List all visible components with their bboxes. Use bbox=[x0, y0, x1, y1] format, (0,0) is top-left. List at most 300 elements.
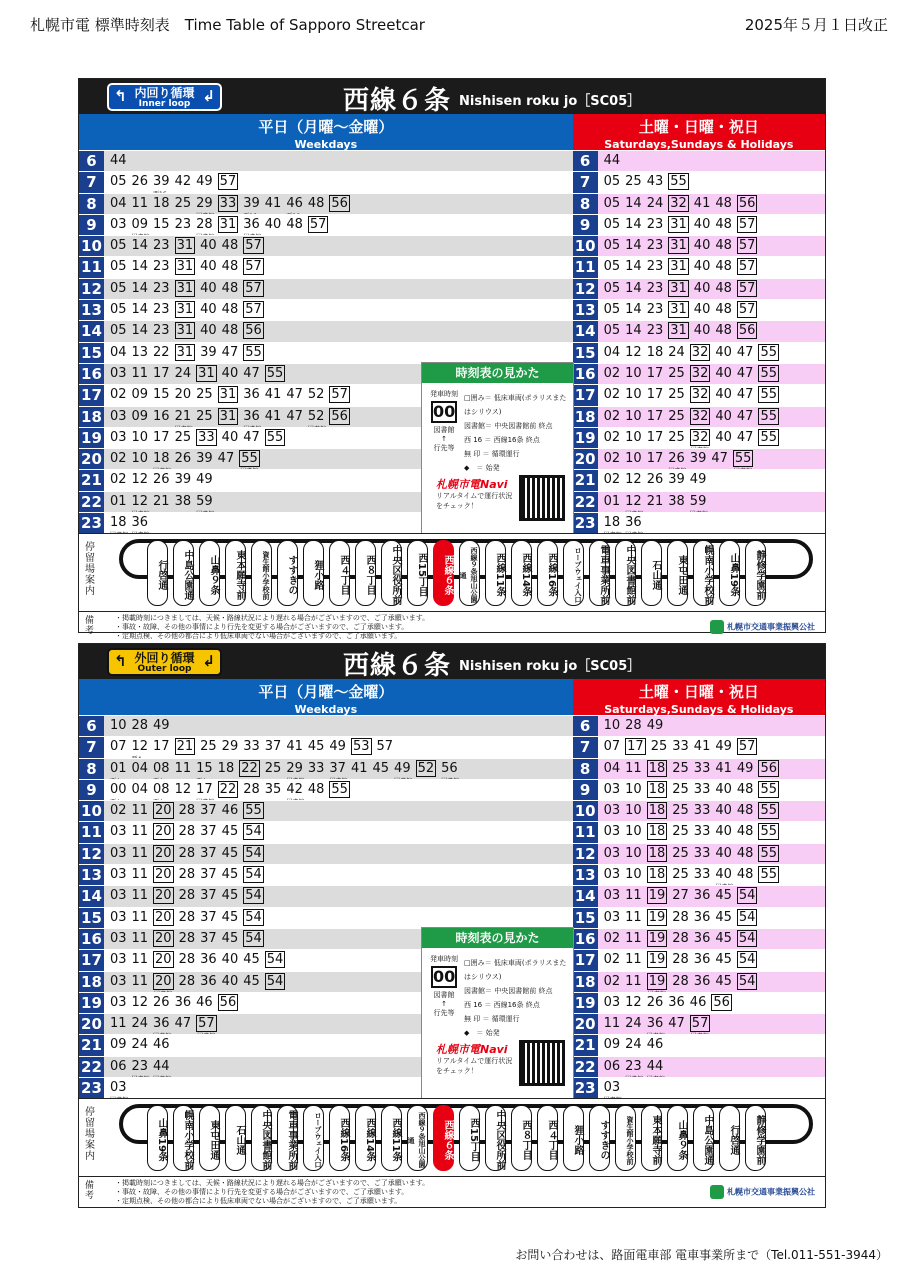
departure-minute bbox=[647, 215, 664, 234]
departure-minute bbox=[175, 780, 192, 799]
weekday-header bbox=[79, 114, 573, 150]
minute-value: 05 bbox=[109, 280, 127, 296]
departure-minute bbox=[153, 300, 170, 319]
minute-value: 31 bbox=[670, 323, 687, 339]
legend-key: □囲み＝ 低床車両(ポラリスまたはシリウス) bbox=[464, 394, 567, 416]
qr-code-icon[interactable] bbox=[519, 475, 565, 521]
departure-minute bbox=[243, 364, 260, 383]
departure-minute bbox=[625, 1014, 642, 1033]
departure-minute bbox=[175, 364, 192, 383]
departure-minute bbox=[625, 257, 642, 276]
holiday-times bbox=[598, 364, 825, 384]
hour-row bbox=[79, 715, 825, 736]
minute-value: 09 bbox=[603, 1037, 621, 1053]
hour-row bbox=[79, 885, 825, 906]
minute-value: 25 bbox=[625, 174, 642, 190]
departure-minute bbox=[668, 301, 689, 318]
departure-minute bbox=[175, 237, 196, 254]
holiday-label: 土曜・日曜・祝日 bbox=[638, 118, 759, 136]
departure-minute bbox=[672, 886, 689, 905]
weekday-header bbox=[79, 679, 573, 715]
departure-minute bbox=[737, 973, 758, 990]
departure-minute bbox=[625, 279, 642, 298]
minute-value: 37 bbox=[329, 760, 346, 776]
stop: 西線16条 bbox=[537, 540, 558, 606]
departure-minute bbox=[153, 172, 170, 191]
minute-value: 36 bbox=[153, 1016, 170, 1032]
minute-value: 21 bbox=[646, 493, 664, 509]
minute-value: 32 bbox=[691, 387, 709, 403]
minute-value: 38 bbox=[174, 493, 192, 509]
weekday-times bbox=[104, 172, 573, 192]
departure-minute bbox=[218, 449, 235, 468]
weekday-label-en: Weekdays bbox=[294, 703, 358, 716]
hour-label: 13 bbox=[573, 865, 598, 885]
departure-minute bbox=[179, 844, 196, 863]
minute-value: 53 bbox=[352, 739, 370, 755]
minute-value: 46 bbox=[221, 803, 239, 819]
minute-value: 02 bbox=[109, 472, 127, 488]
minute-value: 47 bbox=[286, 387, 303, 403]
minute-value: 24 bbox=[625, 1037, 642, 1053]
minute-value: 33 bbox=[693, 803, 711, 819]
minute-value: 57 bbox=[738, 259, 756, 275]
stop: 狸小路 bbox=[303, 540, 324, 606]
departure-minute bbox=[286, 780, 303, 799]
departure-minute bbox=[131, 737, 148, 756]
stop: 山鼻19条 bbox=[719, 540, 740, 606]
minute-value: 33 bbox=[693, 781, 711, 797]
holiday-times bbox=[598, 1014, 825, 1034]
minute-value: 23 bbox=[153, 280, 170, 296]
departure-minute bbox=[758, 866, 779, 883]
minute-value: 44 bbox=[109, 153, 127, 168]
minute-value: 57 bbox=[245, 238, 262, 254]
hour-label: 17 bbox=[573, 950, 598, 970]
holiday-times bbox=[598, 716, 825, 736]
hour-label: 11 bbox=[573, 257, 598, 277]
departure-minute bbox=[715, 385, 732, 404]
holiday-times bbox=[598, 908, 825, 928]
stop: 資生館小学校前 bbox=[615, 1105, 636, 1171]
timetable-rows bbox=[79, 715, 825, 1098]
minute-value: 14 bbox=[625, 302, 642, 318]
destination-note bbox=[647, 1070, 665, 1077]
org-name: 札幌市交通事業振興公社 bbox=[727, 622, 815, 632]
minute-value: 23 bbox=[646, 323, 664, 339]
departure-minute bbox=[690, 429, 711, 446]
departure-minute bbox=[175, 322, 196, 339]
minute-value: 47 bbox=[736, 344, 754, 360]
departure-minute bbox=[265, 385, 282, 404]
minute-value: 24 bbox=[174, 365, 192, 381]
hour-label: 14 bbox=[79, 321, 104, 341]
minute-value: 05 bbox=[603, 216, 621, 232]
minute-value: 14 bbox=[625, 323, 642, 339]
minute-value: 55 bbox=[331, 781, 348, 797]
minute-value: 54 bbox=[245, 888, 262, 904]
departure-minute bbox=[329, 195, 350, 212]
notes-text bbox=[115, 614, 429, 641]
departure-minute bbox=[131, 385, 148, 404]
minute-value: 25 bbox=[200, 739, 217, 755]
legend-key: 西 16 ＝ 西線16条 終点 bbox=[464, 436, 540, 444]
hour-label: 15 bbox=[79, 908, 104, 928]
minute-value: 40 bbox=[693, 238, 711, 254]
departure-minute bbox=[110, 470, 127, 489]
holiday-times bbox=[598, 194, 825, 214]
minute-value: 10 bbox=[625, 803, 642, 819]
minute-value: 48 bbox=[736, 803, 754, 819]
minute-value: 10 bbox=[625, 429, 642, 445]
weekday-times bbox=[104, 300, 573, 320]
minute-value: 59 bbox=[196, 493, 213, 509]
departure-minute bbox=[131, 908, 148, 927]
minute-value: 40 bbox=[715, 408, 732, 424]
minute-value: 40 bbox=[715, 365, 732, 381]
minute-value: 02 bbox=[109, 451, 127, 467]
departure-minute bbox=[737, 822, 754, 841]
departure-minute bbox=[110, 279, 127, 298]
departure-minute bbox=[200, 822, 217, 841]
departure-minute bbox=[175, 492, 192, 511]
departure-minute bbox=[329, 386, 350, 403]
hour-label: 15 bbox=[79, 343, 104, 363]
minute-value: 54 bbox=[738, 888, 756, 904]
departure-minute bbox=[604, 972, 621, 991]
minute-value: 20 bbox=[174, 387, 192, 403]
departure-minute bbox=[110, 908, 127, 927]
qr-code-icon[interactable] bbox=[519, 1040, 565, 1086]
departure-minute bbox=[239, 760, 260, 777]
minute-value: 03 bbox=[109, 930, 127, 946]
hour-label: 12 bbox=[79, 844, 104, 864]
departure-minute bbox=[200, 279, 217, 298]
minute-value: 33 bbox=[307, 760, 325, 776]
minute-value: 28 bbox=[178, 824, 196, 840]
hour-label: 9 bbox=[79, 780, 104, 800]
departure-minute bbox=[110, 194, 127, 213]
minute-value: 49 bbox=[196, 472, 213, 488]
minute-value: 19 bbox=[648, 888, 666, 904]
departure-minute bbox=[200, 950, 217, 969]
minute-value: 25 bbox=[672, 867, 689, 883]
minute-value: 40 bbox=[715, 803, 732, 819]
departure-minute bbox=[265, 407, 282, 426]
departure-minute bbox=[604, 407, 621, 426]
minute-value: 10 bbox=[625, 781, 642, 797]
minute-value: 46 bbox=[153, 1037, 170, 1053]
minute-value: 39 bbox=[243, 195, 260, 211]
departure-minute bbox=[222, 950, 239, 969]
departure-minute bbox=[131, 194, 148, 213]
departure-minute bbox=[286, 194, 303, 213]
minute-value: 48 bbox=[715, 323, 732, 339]
departure-minute bbox=[153, 236, 170, 255]
departure-minute bbox=[758, 845, 779, 862]
departure-minute bbox=[394, 759, 411, 778]
departure-minute bbox=[672, 801, 689, 820]
minute-value: 41 bbox=[693, 195, 711, 211]
minute-value: 11 bbox=[625, 888, 642, 904]
departure-minute bbox=[110, 993, 127, 1012]
departure-minute bbox=[131, 321, 148, 340]
departure-minute bbox=[737, 343, 754, 362]
departure-minute bbox=[647, 194, 664, 213]
minute-value: 10 bbox=[625, 365, 642, 381]
departure-minute bbox=[416, 760, 437, 777]
minute-value: 18 bbox=[646, 344, 664, 360]
minute-value: 36 bbox=[174, 994, 192, 1010]
departure-minute bbox=[153, 737, 170, 756]
minute-value: 02 bbox=[603, 408, 621, 424]
minute-value: 26 bbox=[131, 174, 149, 190]
stop: 静修学園前 bbox=[745, 540, 766, 606]
destination-note bbox=[153, 793, 163, 800]
destination-note bbox=[394, 772, 412, 779]
minute-value: 40 bbox=[693, 259, 711, 275]
departure-minute bbox=[647, 449, 664, 468]
minute-value: 40 bbox=[693, 302, 711, 318]
stop-list bbox=[147, 1105, 766, 1171]
destination-note bbox=[110, 1091, 128, 1098]
note-line: ・事故・故障、その他の事情により行先を変更する場合がございますので、ご了承願います。 bbox=[115, 623, 409, 632]
minute-value: 03 bbox=[109, 216, 127, 232]
minute-value: 55 bbox=[760, 781, 777, 797]
minute-value: 11 bbox=[131, 909, 149, 925]
minute-value: 33 bbox=[198, 429, 215, 445]
departure-minute bbox=[243, 845, 264, 862]
departure-minute bbox=[715, 972, 732, 991]
minute-value: 25 bbox=[668, 429, 685, 445]
minute-value: 48 bbox=[307, 781, 325, 797]
minute-value: 19 bbox=[648, 973, 666, 989]
minute-value: 28 bbox=[178, 930, 196, 946]
departure-minute bbox=[110, 257, 127, 276]
holiday-times bbox=[598, 300, 825, 320]
hour-row bbox=[79, 193, 825, 214]
destination-note bbox=[243, 228, 261, 235]
minute-value: 48 bbox=[736, 867, 754, 883]
minute-value: 04 bbox=[603, 344, 621, 360]
departure-minute bbox=[737, 951, 758, 968]
stop: 電車事業所前 bbox=[589, 540, 610, 606]
departure-minute bbox=[625, 993, 642, 1012]
departure-minute bbox=[153, 364, 170, 383]
stop: 中島公園通 bbox=[173, 540, 194, 606]
departure-minute bbox=[239, 450, 260, 467]
loop-arrow-icon: ↰ bbox=[114, 652, 127, 670]
minute-value: 14 bbox=[131, 302, 149, 318]
minute-value: 36 bbox=[693, 888, 711, 904]
notes bbox=[79, 1176, 825, 1208]
departure-minute bbox=[668, 237, 689, 254]
departure-minute bbox=[110, 1035, 127, 1054]
stop: 西８丁目 bbox=[355, 540, 376, 606]
departure-minute bbox=[153, 930, 174, 947]
minute-value: 02 bbox=[603, 387, 621, 403]
destination-note bbox=[691, 443, 709, 448]
minute-value: 48 bbox=[715, 216, 732, 232]
destination-note bbox=[648, 987, 666, 992]
minute-value: 48 bbox=[715, 238, 732, 254]
legend-example bbox=[427, 389, 461, 453]
minute-value: 23 bbox=[153, 259, 170, 275]
minute-value: 49 bbox=[329, 739, 346, 755]
minute-value: 46 bbox=[286, 195, 303, 211]
minute-value: 27 bbox=[672, 888, 689, 904]
notes-text bbox=[115, 1179, 429, 1206]
departure-minute bbox=[175, 258, 196, 275]
departure-minute bbox=[625, 364, 642, 383]
departure-minute bbox=[243, 428, 260, 447]
minute-value: 31 bbox=[176, 259, 194, 275]
minute-value: 55 bbox=[760, 845, 777, 861]
departure-minute bbox=[604, 513, 621, 532]
minute-value: 10 bbox=[131, 429, 149, 445]
minute-value: 45 bbox=[715, 930, 732, 946]
minute-value: 08 bbox=[153, 781, 170, 797]
minute-value: 38 bbox=[668, 493, 685, 509]
minute-value: 22 bbox=[219, 781, 237, 797]
departure-minute bbox=[737, 216, 758, 233]
minute-value: 54 bbox=[245, 909, 262, 925]
minute-value: 11 bbox=[131, 952, 149, 968]
minute-value: 23 bbox=[131, 1058, 149, 1074]
departure-minute bbox=[625, 929, 642, 948]
stop: 山鼻９条 bbox=[667, 1105, 688, 1171]
departure-minute bbox=[222, 972, 239, 991]
navi-text: リアルタイムで運行状況をチェック！ bbox=[436, 492, 513, 510]
minute-value: 37 bbox=[200, 930, 217, 946]
hour-label: 13 bbox=[79, 300, 104, 320]
minute-value: 42 bbox=[286, 781, 303, 797]
minute-value: 18 bbox=[648, 760, 666, 776]
departure-minute bbox=[153, 343, 170, 362]
departure-minute bbox=[668, 280, 689, 297]
destination-note bbox=[243, 420, 261, 427]
hour-row bbox=[79, 843, 825, 864]
departure-minute bbox=[110, 321, 127, 340]
minute-value: 39 bbox=[153, 174, 170, 190]
minute-value: 03 bbox=[603, 888, 621, 904]
departure-minute bbox=[625, 844, 642, 863]
departure-minute bbox=[668, 492, 685, 511]
hour-label: 23 bbox=[573, 1078, 598, 1098]
departure-minute bbox=[243, 780, 260, 799]
departure-minute bbox=[179, 822, 196, 841]
minute-value: 40 bbox=[264, 216, 282, 232]
departure-minute bbox=[200, 737, 217, 756]
departure-minute bbox=[733, 450, 754, 467]
departure-minute bbox=[625, 801, 642, 820]
departure-minute bbox=[668, 470, 685, 489]
minute-value: 56 bbox=[245, 323, 262, 339]
departure-minute bbox=[604, 1014, 621, 1033]
hour-row bbox=[79, 278, 825, 299]
station-name: 西線６条 bbox=[343, 651, 452, 681]
departure-minute bbox=[694, 886, 711, 905]
departure-minute bbox=[131, 822, 148, 841]
departure-minute bbox=[672, 844, 689, 863]
minute-value: 36 bbox=[243, 408, 260, 424]
departure-minute bbox=[131, 929, 148, 948]
minute-value: 39 bbox=[174, 472, 192, 488]
minute-value: 25 bbox=[672, 803, 689, 819]
minute-value: 28 bbox=[178, 867, 196, 883]
weekday-times bbox=[104, 844, 573, 864]
hour-label: 19 bbox=[79, 993, 104, 1013]
departure-minute bbox=[110, 716, 127, 735]
hour-row bbox=[79, 256, 825, 277]
hour-row bbox=[79, 171, 825, 192]
departure-minute bbox=[131, 470, 148, 489]
departure-minute bbox=[110, 865, 127, 884]
minute-value: 23 bbox=[646, 302, 664, 318]
departure-minute bbox=[131, 972, 148, 991]
minute-value: 47 bbox=[221, 344, 239, 360]
departure-minute bbox=[286, 215, 303, 234]
minute-value: 40 bbox=[715, 781, 732, 797]
minute-value: 28 bbox=[178, 952, 196, 968]
minute-value: 05 bbox=[603, 195, 621, 211]
legend-key: ◆ ＝ 始発 bbox=[464, 464, 500, 472]
route-guide bbox=[79, 1098, 825, 1176]
minute-value: 37 bbox=[200, 824, 217, 840]
minute-value: 20 bbox=[155, 867, 172, 883]
minute-value: 44 bbox=[153, 1058, 170, 1074]
departure-minute bbox=[153, 385, 170, 404]
departure-minute bbox=[604, 993, 621, 1012]
minute-value: 56 bbox=[331, 195, 348, 211]
minute-value: 28 bbox=[672, 973, 689, 989]
departure-minute bbox=[308, 737, 325, 756]
minute-value: 05 bbox=[603, 323, 621, 339]
minute-value: 24 bbox=[646, 195, 664, 211]
minute-value: 03 bbox=[109, 994, 127, 1010]
holiday-times bbox=[598, 780, 825, 800]
departure-minute bbox=[758, 823, 779, 840]
departure-minute bbox=[625, 972, 642, 991]
destination-note bbox=[196, 505, 214, 512]
departure-minute bbox=[694, 844, 711, 863]
minute-value: 10 bbox=[625, 845, 642, 861]
minute-value: 19 bbox=[648, 909, 666, 925]
weekday-times bbox=[104, 343, 573, 363]
destination-note bbox=[625, 505, 643, 512]
departure-minute bbox=[373, 759, 390, 778]
minute-value: 55 bbox=[266, 429, 284, 445]
departure-minute bbox=[604, 385, 621, 404]
minute-value: 31 bbox=[670, 259, 687, 275]
page-title: 札幌市電 標準時刻表 Time Table of Sapporo Streetcar bbox=[30, 16, 425, 34]
stop: 幌南小学校前 bbox=[173, 1105, 194, 1171]
departure-minute bbox=[668, 173, 689, 190]
hour-label: 9 bbox=[573, 780, 598, 800]
minute-value: 28 bbox=[178, 909, 196, 925]
minute-value: 18 bbox=[153, 451, 170, 467]
minute-value: 40 bbox=[715, 867, 732, 883]
legend-key: 無 印 ＝ 循環運行 bbox=[464, 1015, 520, 1023]
note-line: ・定期点検、その他の都合により低床車両でない場合がございますので、ご了承願います。 bbox=[115, 632, 402, 641]
departure-minute bbox=[758, 365, 779, 382]
minute-value: 57 bbox=[738, 216, 756, 232]
departure-minute bbox=[647, 887, 668, 904]
minute-value: 57 bbox=[738, 739, 756, 755]
departure-minute bbox=[647, 385, 664, 404]
departure-minute bbox=[604, 1078, 621, 1097]
hour-label: 23 bbox=[79, 1078, 104, 1098]
